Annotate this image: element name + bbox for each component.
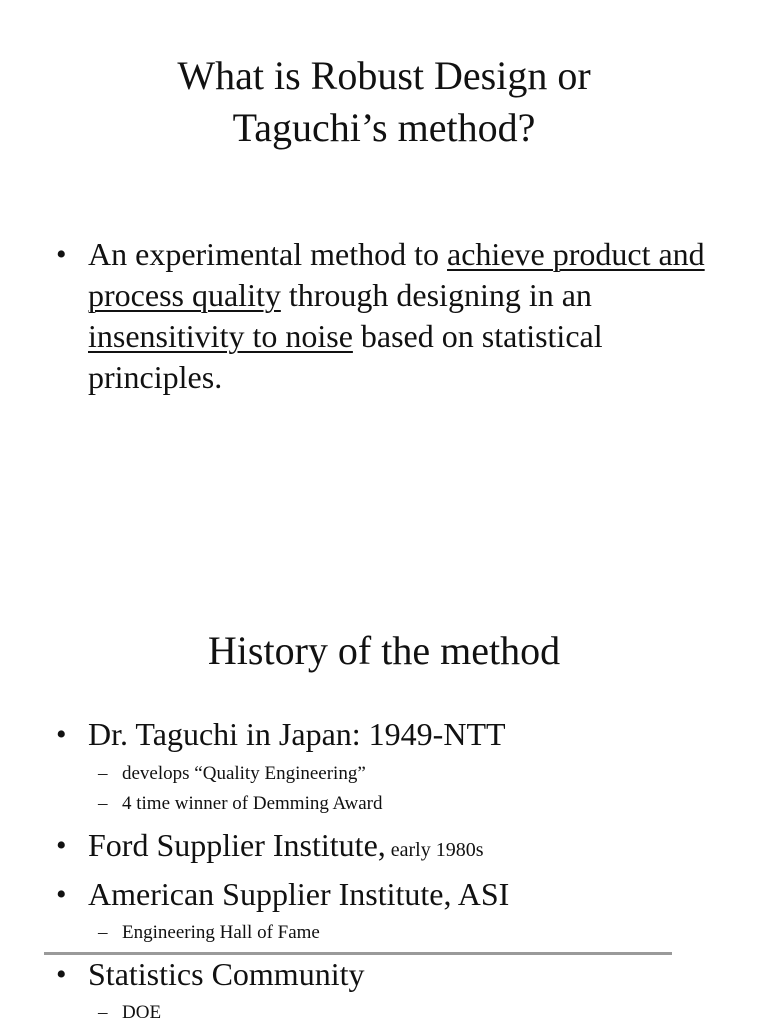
sub-bullet-text: 4 time winner of Demming Award bbox=[122, 793, 383, 814]
bullet-text bbox=[88, 234, 706, 398]
dash-icon: – bbox=[98, 763, 108, 784]
slide-title bbox=[0, 50, 768, 154]
bullet-text-part: Ford Supplier Institute, bbox=[88, 827, 386, 863]
bullet-text: Dr. Taguchi in Japan: 1949-NTT bbox=[88, 716, 506, 752]
bullet-icon: • bbox=[56, 878, 67, 911]
sub-bullet-text: Engineering Hall of Fame bbox=[122, 922, 320, 943]
bullet-text-part: An experimental method to bbox=[88, 236, 448, 272]
dash-icon: – bbox=[98, 922, 108, 943]
sub-bullet-text: develops “Quality Engineering” bbox=[122, 763, 366, 784]
slide-title: History of the method bbox=[207, 628, 561, 673]
sub-bullet-item bbox=[98, 761, 366, 787]
title-line-1: What is Robust Design or bbox=[177, 53, 591, 98]
bullet-text-part: through designing in an bbox=[280, 277, 592, 313]
bullet-icon: • bbox=[56, 829, 67, 862]
dash-icon: – bbox=[98, 1002, 108, 1023]
sub-bullet-text: DOE bbox=[122, 1002, 162, 1023]
bullet-text: Statistics Community bbox=[88, 956, 365, 992]
bullet-item bbox=[56, 234, 706, 398]
bullet-item bbox=[56, 714, 506, 755]
bullet-icon: • bbox=[56, 238, 67, 271]
underlined-phrase: insensitivity to noise bbox=[88, 318, 353, 354]
bullet-small-text: early 1980s bbox=[385, 839, 484, 861]
bullet-text bbox=[88, 825, 484, 871]
bullet-icon: • bbox=[56, 718, 67, 751]
title-line-2: Taguchi’s method? bbox=[232, 105, 536, 150]
bullet-icon: • bbox=[56, 958, 67, 991]
bullet-text: American Supplier Institute, ASI bbox=[88, 876, 510, 912]
bullet-text-part: based on statistical principles. bbox=[88, 318, 603, 395]
dash-icon: – bbox=[98, 793, 108, 814]
bullet-item bbox=[56, 874, 509, 915]
sub-bullet-item bbox=[98, 1000, 161, 1024]
bullet-item bbox=[56, 954, 364, 995]
underlined-phrase: achieve product and process quality bbox=[88, 236, 705, 313]
bullet-item bbox=[56, 825, 484, 871]
sub-bullet-item bbox=[98, 920, 320, 946]
sub-bullet-item bbox=[98, 791, 383, 817]
